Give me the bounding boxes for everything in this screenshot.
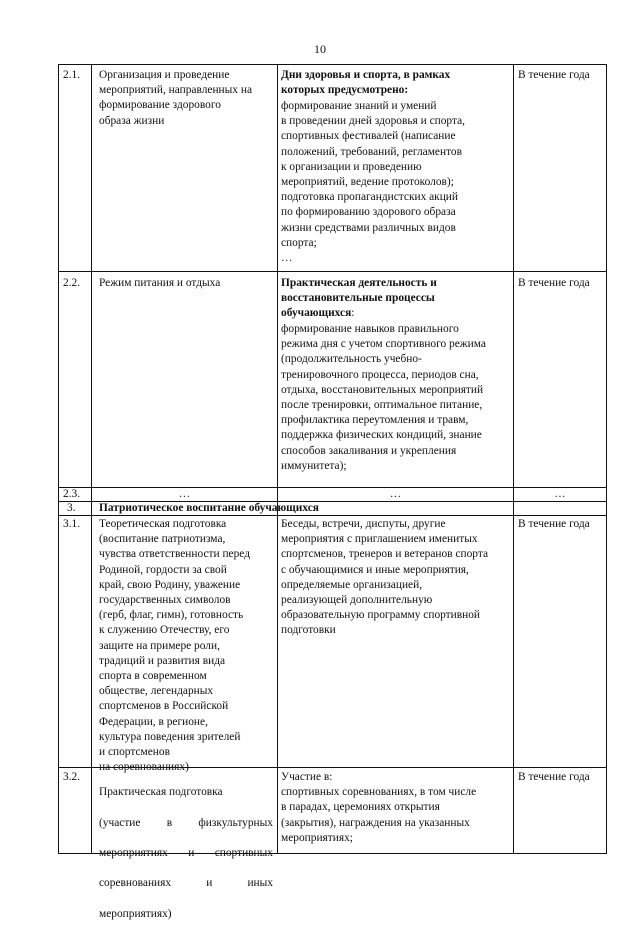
- row-topic: Организация и проведение мероприятий, направленных на формирование здорового образа жизни: [99, 69, 253, 127]
- row-timing: В течение года: [518, 69, 590, 81]
- row-topic-line: мероприятиях): [99, 907, 172, 920]
- row-content: формирование знаний и умений в проведении дней здоровья и спорта, спортивных фестивалей (написание положений, требований, регламентов к организации и проведению мероприятий, ведение протоколов); подготовка пропагандистских акций по формированию здорового образа жизни средствами различных видов спорта; …: [281, 100, 465, 265]
- row-content: …: [389, 488, 402, 500]
- row-divider: [59, 271, 606, 272]
- row-topic: …: [178, 488, 191, 500]
- content-title: Практическая деятельность и восстановительные процессы обучающихся: [281, 277, 437, 320]
- row-topic-line: соревнованиях и иных: [99, 877, 273, 890]
- content-title-suffix: :: [351, 307, 355, 320]
- row-content: Участие в: спортивных соревнованиях, в том числе в парадах, церемониях открытия (закрытия), награждения на указанных мероприятиях;: [281, 771, 477, 844]
- row-topic: Теоретическая подготовка (воспитание патриотизма, чувства ответственности перед Родиной, гордости за свой край, свою Родину, уважение государственных символов (герб, флаг, гимн), готовность к служению Отечеству, его защите на примере роли, традиций и развития вида спорта в современном обществе, легендарных спортсменов в Российской Федерации, в регионе, культура поведения зрителей и спортсменов на соревнованиях): [99, 518, 251, 774]
- row-topic-line: (участие в физкультурных: [99, 816, 273, 829]
- row-number: 3.2.: [63, 771, 81, 783]
- column-divider: [91, 65, 92, 853]
- content-title: Дни здоровья и спорта, в рамках которых предусмотрено:: [281, 69, 451, 97]
- row-number: 2.2.: [63, 277, 81, 289]
- program-table: [58, 64, 607, 920]
- row-content: Беседы, встречи, диспуты, другие мероприятия с приглашением именитых спортсменов, тренеров и ветеранов спорта с обучающимися и иные мероприятия, определяемые организацией, реализующей дополнительную образовательную программу спортивной подготовки: [281, 518, 489, 637]
- row-timing: …: [554, 488, 566, 500]
- row-topic-line: мероприятиях и спортивных: [99, 847, 273, 860]
- column-divider: [277, 65, 278, 853]
- page-number: 10: [314, 42, 326, 56]
- column-divider: [513, 65, 514, 853]
- row-timing: В течение года: [518, 518, 590, 530]
- row-number: 2.1.: [63, 69, 81, 81]
- row-timing: В течение года: [518, 771, 590, 783]
- row-topic-line: Практическая подготовка: [99, 786, 223, 799]
- content-title-block: [281, 276, 511, 322]
- section-title: Патриотическое воспитание обучающихся: [99, 502, 319, 514]
- row-topic: Режим питания и отдыха: [99, 277, 221, 289]
- row-content: формирование навыков правильного режима дня с учетом спортивного режима (продолжительность учебно- тренировочного процесса, периодов сна, отдыха, восстановительных мероприятий после тренировки, оптимальное питание, профилактика переутомления и травм, поддержка физических кондиций, знание способов закаливания и укрепления иммунитета);: [281, 323, 486, 472]
- row-timing: В течение года: [518, 277, 590, 289]
- row-topic: [99, 770, 273, 937]
- row-number: 3.1.: [63, 518, 81, 530]
- section-number: 3.: [67, 502, 76, 514]
- row-number: 2.3.: [63, 488, 81, 500]
